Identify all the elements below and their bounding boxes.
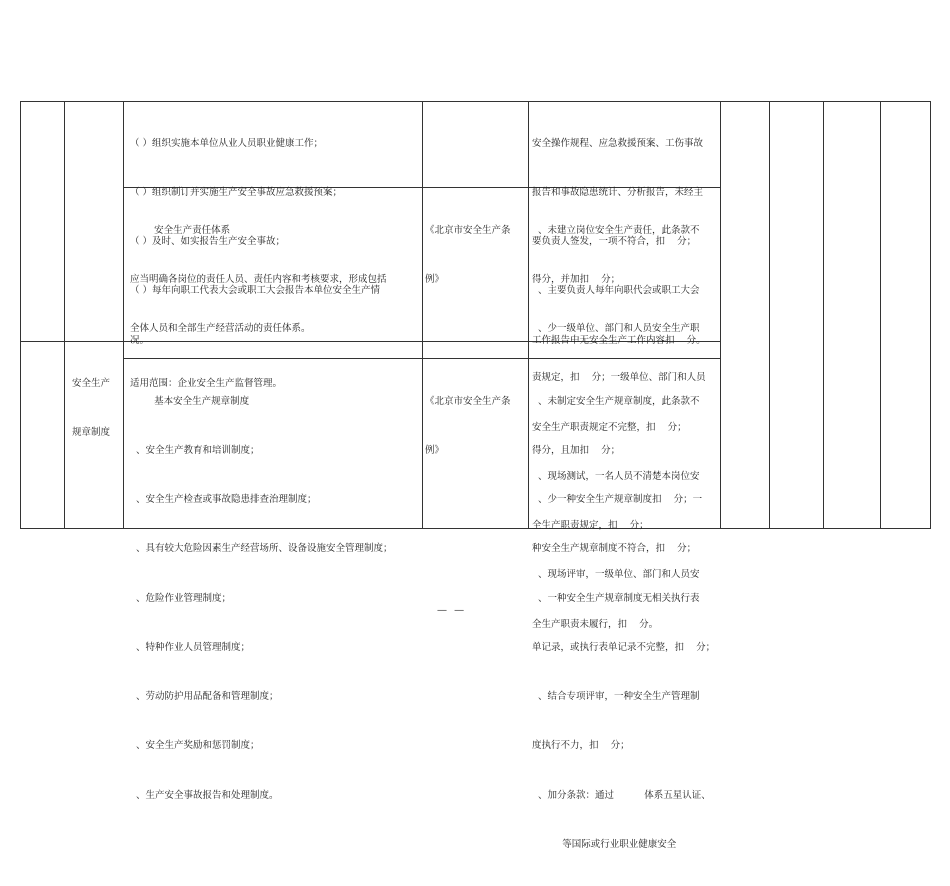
text-line: 等国际或行业职业健康安全 [532, 838, 677, 850]
text-line: 要负责人签发，一项不符合，扣 分； [532, 236, 697, 248]
text-line: 度执行不力，扣 分； [532, 740, 630, 752]
text-line: 工作报告中无安全生产工作内容扣 分。 [532, 334, 706, 346]
text-line: 《北京市安全生产条 [425, 395, 511, 407]
text-line: 种安全生产规章制度不符合，扣 分； [532, 543, 697, 555]
text-line: 、安全生产教育和培训制度； [130, 445, 260, 457]
text-line: 安全生产责任体系 [130, 224, 231, 236]
text-line: 基本安全生产规章制度 [130, 395, 250, 407]
text-line: 、主要负责人每年向职代会或职工大会 [532, 285, 700, 297]
text-line: 安全操作规程、应急救援预案、工伤事故 [532, 137, 704, 149]
text-line: 全体人员和全部生产经营活动的责任体系。 [130, 323, 311, 335]
text-line: 况。 [130, 334, 150, 346]
text-line: 、少一种安全生产规章制度扣 分；一 [532, 494, 703, 506]
row2-basis-cell [425, 190, 511, 321]
category-cell [72, 343, 110, 474]
text-line: 、具有较大危险因素生产经营场所、设备设施安全管理制度； [130, 543, 393, 555]
text-line: 责规定，扣 分；一级单位、部门和人员 [532, 372, 706, 384]
text-line: 得分，且加扣 分； [532, 445, 621, 457]
text-line: 、特种作业人员管理制度； [130, 641, 251, 653]
text-line: 单记录，或执行表单记录不完整，扣 分； [532, 641, 716, 653]
text-line: 全生产职责规定，扣 分； [532, 520, 649, 532]
text-line: 全生产职责未履行，扣 分。 [532, 618, 659, 630]
page-number-marker: — — [437, 605, 467, 616]
row4-basis-cell [425, 361, 511, 492]
text-line: 例》 [425, 274, 445, 286]
text-line: 、未制定安全生产规章制度，此条款不 [532, 395, 700, 407]
text-line: （ ）每年向职工代表大会或职工大会报告本单位安全生产情 [130, 285, 381, 297]
text-line: 、现场评审，一级单位、部门和人员安 [532, 569, 700, 581]
text-line: 、现场测试，一名人员不清楚本岗位安 [532, 470, 700, 482]
text-line: 、安全生产奖励和惩罚制度； [130, 740, 260, 752]
text-line: 、一种安全生产规章制度无相关执行表 [532, 592, 700, 604]
text-line: （ ）组织实施本单位从业人员职业健康工作； [130, 137, 324, 149]
text-line: 、少一级单位、部门和人员安全生产职 [532, 323, 700, 335]
row4-scoring-cell [532, 361, 715, 886]
text-line: 例》 [425, 445, 445, 457]
text-line: 、加分条款：通过 体系五星认证、 [532, 789, 711, 801]
text-line: （ ）及时、如实报告生产安全事故； [130, 236, 286, 248]
text-line: 安全生产职责规定不完整，扣 分； [532, 421, 687, 433]
text-line: （ ）组织制订并实施生产安全事故应急救援预案； [130, 187, 343, 199]
text-line: 、生产安全事故报告和处理制度。 [130, 789, 279, 801]
category-name: 安全生产 [72, 377, 111, 389]
text-line: 、劳动防护用品配备和管理制度； [130, 691, 279, 703]
text-line: 报告和事故隐患统计、分析报告，未经主 [532, 187, 704, 199]
row4-content-cell [130, 361, 393, 837]
text-line: 《北京市安全生产条 [425, 224, 511, 236]
text-line: 、未建立岗位安全生产责任，此条款不 [532, 224, 700, 236]
text-line: 应当明确各岗位的责任人员、责任内容和考核要求，形成包括 [130, 274, 387, 286]
scope-text: 适用范围：企业安全生产监督管理。 [130, 377, 283, 389]
text-line: 得分，并加扣 分； [532, 274, 621, 286]
category-name: 规章制度 [72, 427, 111, 439]
text-line: 、结合专项评审，一种安全生产管理制 [532, 691, 700, 703]
text-line: 、安全生产检查或事故隐患排查治理制度； [130, 494, 317, 506]
text-line: 、危险作业管理制度； [130, 592, 232, 604]
